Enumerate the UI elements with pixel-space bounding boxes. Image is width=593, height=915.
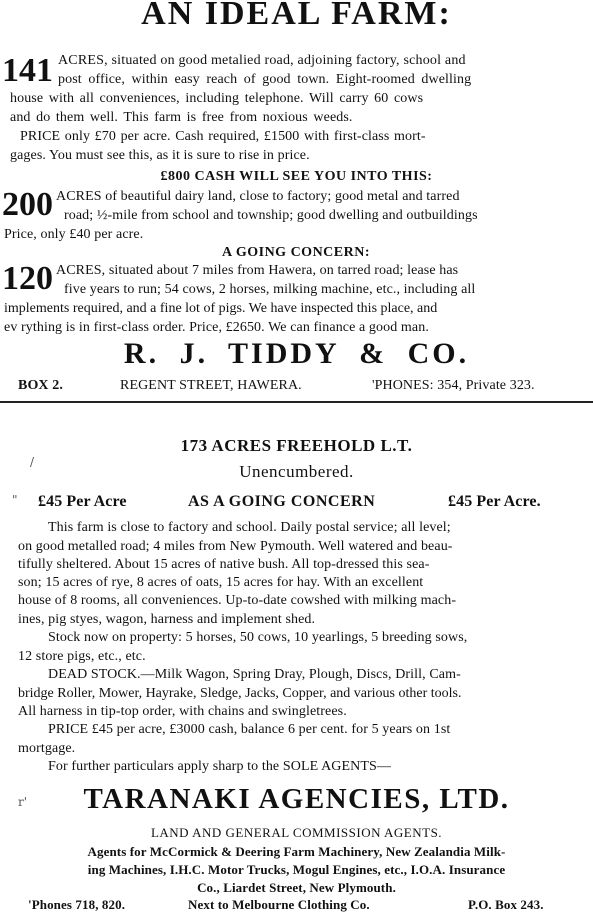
ad2-agent-name: TARANAKI AGENCIES, LTD.: [83, 783, 510, 815]
farm3-acres-number: 120: [2, 260, 53, 297]
ad2-price-right: £45 Per Acre.: [448, 493, 541, 510]
ad2-price-left: £45 Per Acre: [38, 493, 127, 510]
ad2-subtitle: Unencumbered.: [239, 462, 354, 481]
ad1-street: REGENT STREET, HAWERA.: [120, 378, 302, 393]
ad2-box: P.O. Box 243.: [468, 897, 544, 912]
agents-for-line: Agents for McCormick & Deering Farm Machinery, New Zealandia Milk-: [87, 844, 506, 859]
farm1-line5: PRICE only £70 per acre. Cash required, £1500 with first-class mort-: [20, 129, 426, 144]
ad2-body-line: Stock now on property: 5 horses, 50 cows, 10 yearlings, 5 breeding sows,: [48, 630, 468, 645]
ad2-body-line: ines, pig styes, wagon, harness and implement shed.: [18, 612, 316, 627]
agents-for-line: ing Machines, I.H.C. Motor Trucks, Mogul Engines, etc., I.O.A. Insurance: [87, 862, 506, 877]
ad2-next-to: Next to Melbourne Clothing Co.: [188, 897, 370, 912]
agents-for-line: Co., Liardet Street, New Plymouth.: [197, 880, 396, 895]
ad2-body-line: This farm is close to factory and school. Daily postal service; all level;: [48, 520, 451, 535]
print-speck: r': [18, 795, 28, 809]
ad1-phones: 'PHONES: 354, Private 323.: [372, 378, 535, 393]
print-speck: ": [12, 493, 18, 507]
ad2-body-line: For further particulars apply sharp to the SOLE AGENTS—: [48, 759, 391, 774]
farm2-line2: road; ½-mile from school and township; good dwelling and outbuildings: [64, 208, 478, 223]
farm1-line3: house with all conveniences, including telephone. Will carry 60 cows: [10, 91, 424, 106]
ad2-body-line: 12 store pigs, etc., etc.: [18, 649, 146, 664]
farm3-line2: five years to run; 54 cows, 2 horses, milking machine, etc., including all: [64, 282, 476, 297]
print-speck: /: [30, 455, 35, 469]
ad2-body-line: mortgage.: [18, 741, 76, 756]
ad2-body-line: on good metalled road; 4 miles from New Pymouth. Well watered and beau-: [18, 539, 453, 554]
cash-heading: £800 CASH WILL SEE YOU INTO THIS:: [160, 169, 433, 184]
ad2-body-line: son; 15 acres of rye, 8 acres of oats, 15 acres for hay. With an excellent: [18, 575, 424, 590]
section-divider: [0, 401, 593, 403]
ad1-box: BOX 2.: [18, 378, 63, 393]
farm1-line4: and do them well. This farm is free from noxious weeds.: [10, 110, 353, 125]
ad2-body-line: All harness in tip-top order, with chains and swingletrees.: [18, 704, 347, 719]
farm2-acres-number: 200: [2, 186, 53, 223]
farm1-line6: gages. You must see this, as it is sure to rise in price.: [10, 148, 310, 163]
farm1-line1: ACRES, situated on good metalied road, adjoining factory, school and: [58, 53, 466, 68]
ad2-going-concern: AS A GOING CONCERN: [188, 493, 376, 510]
farm1-line2: post office, within easy reach of good town. Eight-roomed dwelling: [58, 72, 472, 87]
ad2-title: 173 ACRES FREEHOLD L.T.: [180, 436, 413, 455]
ad2-body-line: PRICE £45 per acre, £3000 cash, balance 6 per cent. for 5 years on 1st: [48, 722, 451, 737]
ad1-title: AN IDEAL FARM:: [141, 0, 452, 32]
ad2-body-line: house of 8 rooms, all conveniences. Up-to-date cowshed with milking mach-: [18, 593, 457, 608]
ad1-agent-name: R. J. TIDDY & CO.: [123, 337, 470, 370]
concern-heading: A GOING CONCERN:: [222, 245, 371, 260]
farm1-acres-number: 141: [2, 52, 53, 89]
farm3-line1: ACRES, situated about 7 miles from Hawera, on tarred road; lease has: [56, 263, 459, 278]
farm3-line3: implements required, and a fine lot of pigs. We have inspected this place, and: [4, 301, 438, 316]
ad2-body-line: tifully sheltered. About 15 acres of native bush. All top-dressed this sea-: [18, 557, 430, 572]
ad2-phones: 'Phones 718, 820.: [28, 897, 126, 912]
ad2-body-line: DEAD STOCK.—Milk Wagon, Spring Dray, Plough, Discs, Drill, Cam-: [48, 667, 461, 682]
ad2-agent-sub: LAND AND GENERAL COMMISSION AGENTS.: [150, 825, 443, 840]
farm3-line4: ev rything is in first-class order. Price, £2650. We can finance a good man.: [4, 320, 429, 335]
farm2-line3: Price, only £40 per acre.: [4, 227, 144, 242]
farm2-line1: ACRES of beautiful dairy land, close to factory; good metal and tarred: [56, 189, 460, 204]
ad2-body-line: bridge Roller, Mower, Hayrake, Sledge, Jacks, Copper, and various other tools.: [18, 686, 462, 701]
